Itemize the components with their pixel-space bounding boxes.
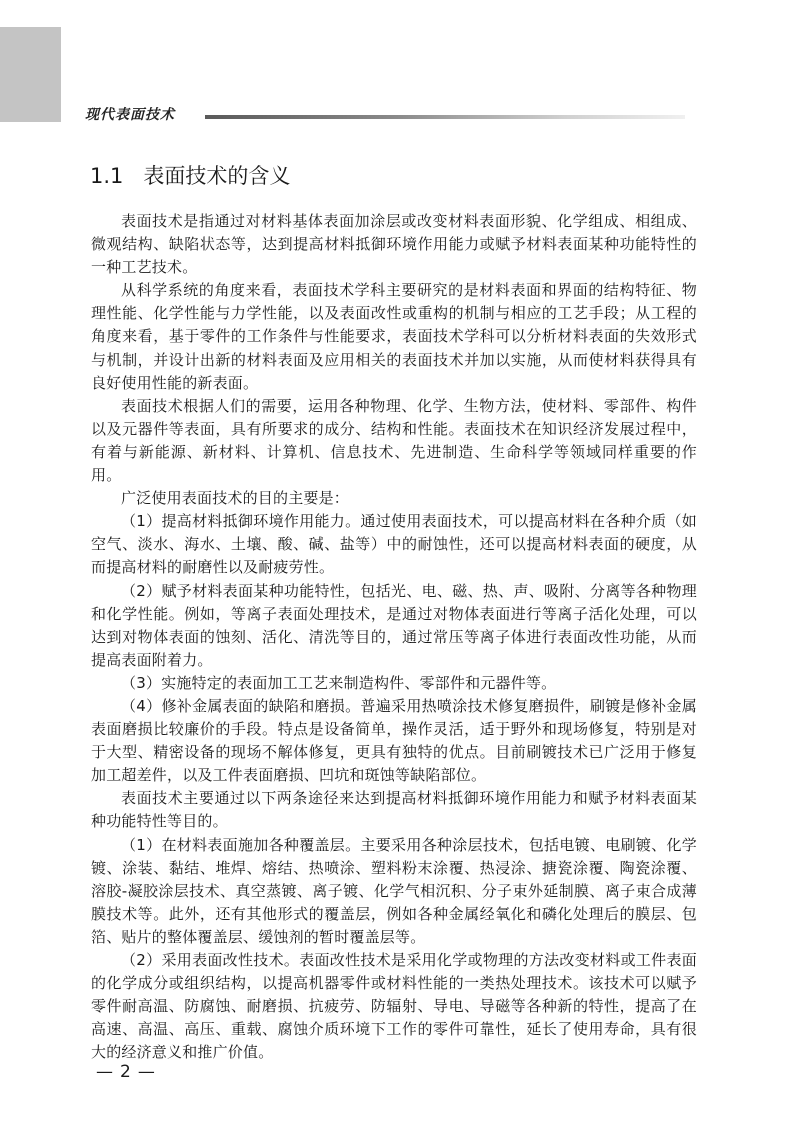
page-number-value: 2: [120, 1062, 132, 1082]
paragraph: （1）提高材料抵御环境作用能力。通过使用表面技术，可以提高材料在各种介质（如空气、淡水、海水、土壤、酸、碱、盐等）中的耐蚀性，还可以提高材料表面的硬度，从而提高材料的耐磨性以及耐疲劳性。: [91, 512, 697, 577]
paragraph: 广泛使用表面技术的目的主要是：: [121, 489, 350, 508]
paragraph: （1）在材料表面施加各种覆盖层。主要采用各种涂层技术，包括电镀、电刷镀、化学镀、涂装、黏结、堆焊、熔结、热喷涂、塑料粉末涂覆、热浸涂、搪瓷涂覆、陶瓷涂覆、溶胶-凝胶涂层技术、真空蒸镀、离子镀、化学气相沉积、分子束外延制膜、离子束合成薄膜技术等。此外，还有其他形式的覆盖层，例如各种金属经氧化和磷化处理后的膜层、包箔、贴片的整体覆盖层、缓蚀剂的暂时覆盖层等。: [91, 835, 697, 946]
page-number-dash-left: —: [96, 1062, 114, 1082]
body-text: [91, 210, 697, 1064]
page-number-dash-right: —: [137, 1062, 156, 1082]
corner-tab-block: [0, 27, 61, 122]
paragraph: （2）采用表面改性技术。表面改性技术是采用化学或物理的方法改变材料或工件表面的化学成分或组织结构，以提高机器零件或材料性能的一类热处理技术。该技术可以赋予零件耐高温、防腐蚀、耐磨损、抗疲劳、防辐射、导电、导磁等各种新的特性，提高了在高速、高温、高压、重载、腐蚀介质环境下工作的零件可靠性，延长了使用寿命，具有很大的经济意义和推广价值。: [91, 951, 697, 1062]
header-rule: [205, 115, 685, 119]
paragraph: 从科学系统的角度来看，表面技术学科主要研究的是材料表面和界面的结构特征、物理性能、化学性能与力学性能，以及表面改性或重构的机制与相应的工艺手段；从工程的角度来看，基于零件的工作条件与性能要求，表面技术学科可以分析材料表面的失效形式与机制，并设计出新的材料表面及应用相关的表面技术并加以实施，从而使材料获得具有良好使用性能的新表面。: [91, 281, 697, 392]
page-number: [90, 1062, 162, 1082]
paragraph: 表面技术主要通过以下两条途径来达到提高材料抵御环境作用能力和赋予材料表面某种功能特性等目的。: [91, 789, 697, 831]
section-number: 1.1: [90, 164, 124, 188]
paragraph: 表面技术是指通过对材料基体表面加涂层或改变材料表面形貌、化学组成、相组成、微观结构、缺陷状态等，达到提高材料抵御环境作用能力或赋予材料表面某种功能特性的一种工艺技术。: [91, 212, 697, 277]
section-heading: [90, 160, 290, 190]
paragraph: 表面技术根据人们的需要，运用各种物理、化学、生物方法，使材料、零部件、构件以及元器件等表面，具有所要求的成分、结构和性能。表面技术在知识经济发展过程中，有着与新能源、新材料、计算机、信息技术、先进制造、生命科学等领域同样重要的作用。: [91, 396, 697, 485]
paragraph: （2）赋予材料表面某种功能特性，包括光、电、磁、热、声、吸附、分离等各种物理和化学性能。例如，等离子表面处理技术，是通过对物体表面进行等离子活化处理，可以达到对物体表面的蚀刻、活化、清洗等目的，通过常压等离子体进行表面改性功能，从而提高表面附着力。: [91, 581, 697, 669]
paragraph: （4）修补金属表面的缺陷和磨损。普遍采用热喷涂技术修复磨损件，刷镀是修补金属表面磨损比较廉价的手段。特点是设备简单，操作灵活，适于野外和现场修复，特别是对于大型、精密设备的现场不解体修复，更具有独特的优点。目前刷镀技术已广泛用于修复加工超差件，以及工件表面磨损、凹坑和斑蚀等缺陷部位。: [91, 696, 697, 785]
paragraph: （3）实施特定的表面加工工艺来制造构件、零部件和元器件等。: [121, 673, 557, 692]
section-title: 表面技术的含义: [143, 164, 291, 188]
running-head: 现代表面技术: [85, 107, 175, 123]
